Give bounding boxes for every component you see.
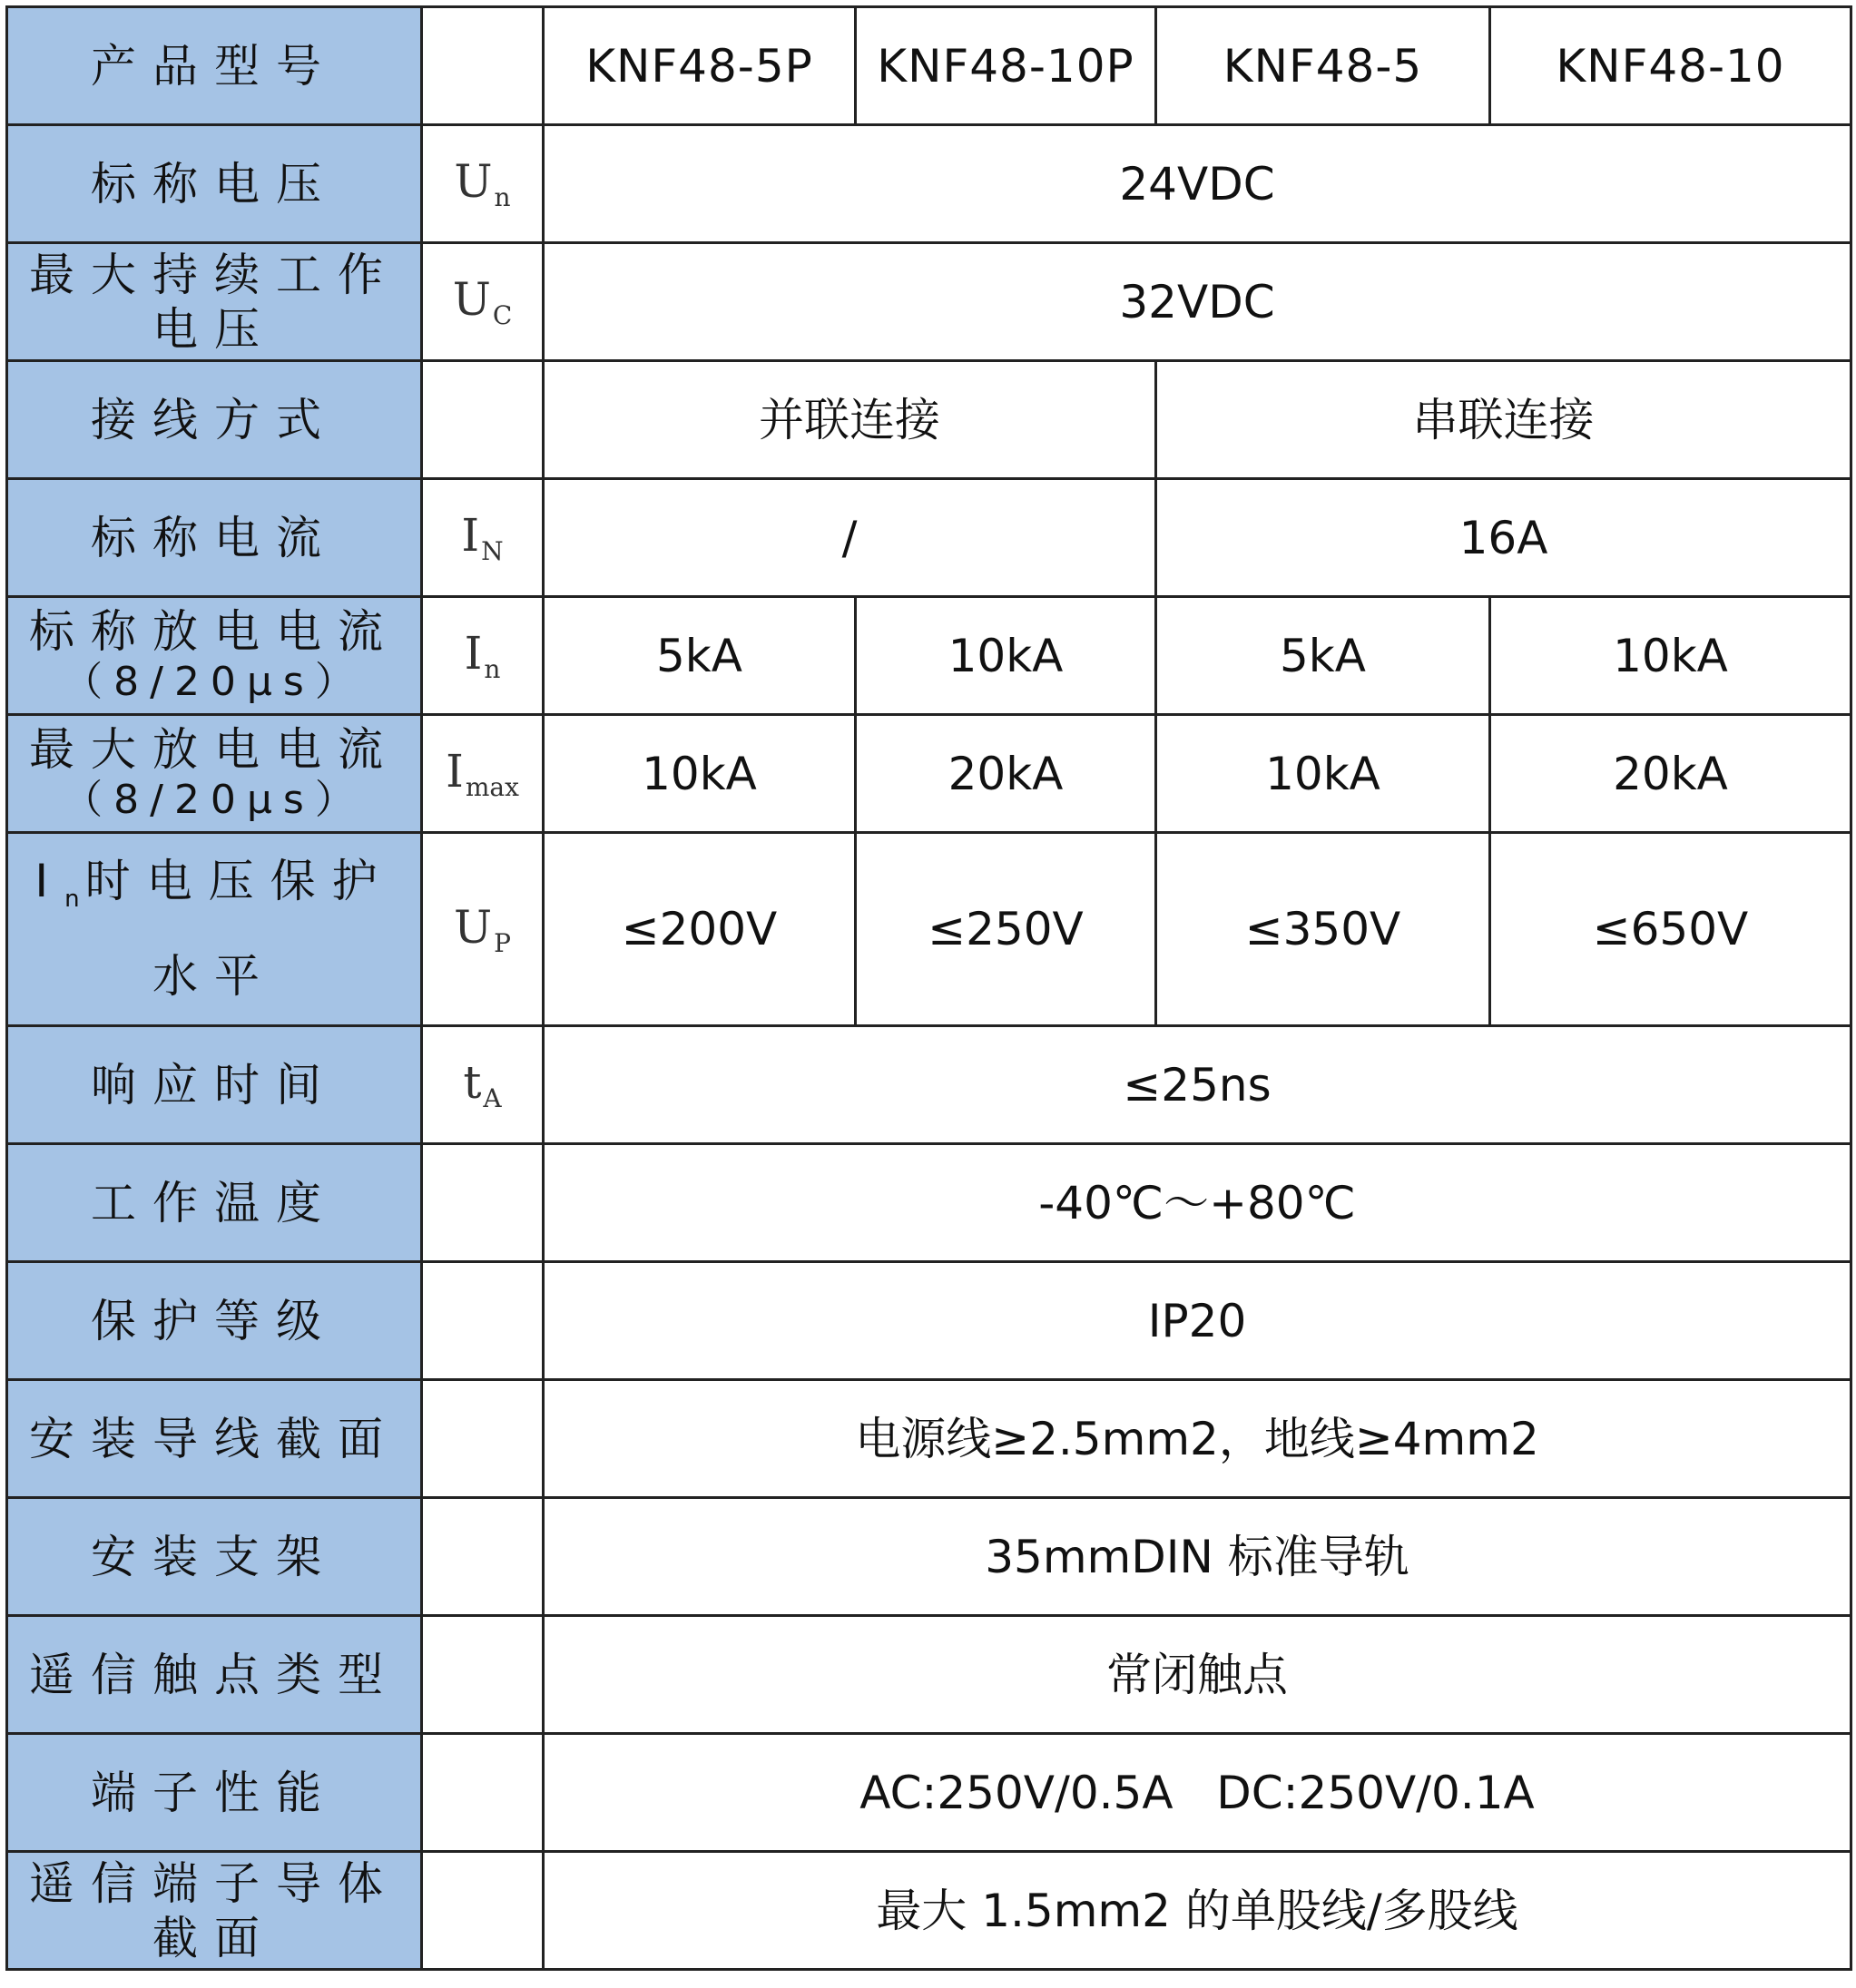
symbol-empty (422, 7, 544, 125)
value-response-time: ≤25ns (544, 1026, 1851, 1144)
value-protection-level-knf48-5: ≤350V (1156, 833, 1490, 1026)
value-protection-class: IP20 (544, 1262, 1851, 1380)
label-nominal-discharge (7, 597, 422, 715)
value-remote-contact-type: 常闭触点 (544, 1616, 1851, 1734)
symbol-in-rated-base: I (461, 509, 480, 563)
symbol-in-rated-sub: N (481, 536, 504, 567)
label-wiring: 接线方式 (7, 361, 422, 479)
symbol-un (422, 125, 544, 243)
model-knf48-10: KNF48-10 (1490, 7, 1851, 125)
row-response-time (7, 1026, 1851, 1144)
label-max-cont-voltage-line1: 最大持续工作 (29, 248, 399, 301)
value-rated-current-parallel: / (544, 479, 1156, 597)
label-rated-voltage: 标称电压 (7, 125, 422, 243)
symbol-empty (422, 1262, 544, 1380)
value-max-discharge-knf48-10p: 20kA (856, 715, 1156, 833)
label-remote-terminal-section-line2: 截面 (152, 1911, 276, 1964)
value-mounting: 35mmDIN 标准导轨 (544, 1498, 1851, 1616)
symbol-up-base: U (454, 900, 493, 954)
value-wiring-parallel: 并联连接 (544, 361, 1156, 479)
symbol-empty (422, 1616, 544, 1734)
symbol-empty (422, 1734, 544, 1852)
value-max-discharge-knf48-5p: 10kA (544, 715, 856, 833)
symbol-empty (422, 1498, 544, 1616)
symbol-uc (422, 243, 544, 361)
label-max-cont-voltage (7, 243, 422, 361)
symbol-empty (422, 1380, 544, 1498)
model-knf48-5: KNF48-5 (1156, 7, 1490, 125)
symbol-ta-sub: A (483, 1083, 502, 1114)
row-wiring (7, 361, 1851, 479)
symbol-in-sub: n (484, 654, 501, 685)
value-wire-section: 电源线≥2.5mm2，地线≥4mm2 (544, 1380, 1851, 1498)
value-wiring-series: 串联连接 (1156, 361, 1851, 479)
value-max-discharge-knf48-10: 20kA (1490, 715, 1851, 833)
label-wire-section: 安装导线截面 (7, 1380, 422, 1498)
row-protection-level (7, 833, 1851, 1026)
label-protection-class: 保护等级 (7, 1262, 422, 1380)
value-rated-voltage: 24VDC (544, 125, 1851, 243)
symbol-in-rated (422, 479, 544, 597)
symbol-up-sub: P (494, 927, 511, 958)
row-rated-voltage (7, 125, 1851, 243)
label-protection-level-symbol: I (34, 855, 65, 907)
symbol-empty (422, 1852, 544, 1970)
label-max-discharge-line2: （8/20μs） (63, 777, 366, 823)
label-protection-level (7, 833, 422, 1026)
value-rated-current-series: 16A (1156, 479, 1851, 597)
value-remote-terminal-section: 最大 1.5mm2 的单股线/多股线 (544, 1852, 1851, 1970)
label-terminal-performance: 端子性能 (7, 1734, 422, 1852)
row-max-cont-voltage (7, 243, 1851, 361)
spec-table (5, 5, 1852, 1971)
row-model (7, 7, 1851, 125)
row-terminal-performance (7, 1734, 1851, 1852)
value-nominal-discharge-knf48-10p: 10kA (856, 597, 1156, 715)
symbol-un-sub: n (494, 182, 511, 213)
row-wire-section (7, 1380, 1851, 1498)
symbol-empty (422, 361, 544, 479)
label-max-cont-voltage-line2: 电压 (152, 302, 276, 356)
value-max-cont-voltage: 32VDC (544, 243, 1851, 361)
symbol-ta-base: t (463, 1056, 482, 1110)
value-nominal-discharge-knf48-5: 5kA (1156, 597, 1490, 715)
row-remote-contact-type (7, 1616, 1851, 1734)
symbol-in-base: I (464, 627, 483, 681)
label-rated-current: 标称电流 (7, 479, 422, 597)
label-max-discharge (7, 715, 422, 833)
symbol-uc-base: U (452, 273, 491, 327)
label-remote-terminal-section (7, 1852, 422, 1970)
value-terminal-performance: AC:250V/0.5A DC:250V/0.1A (544, 1734, 1851, 1852)
symbol-in (422, 597, 544, 715)
label-remote-contact-type: 遥信触点类型 (7, 1616, 422, 1734)
label-max-discharge-line1: 最大放电电流 (29, 723, 399, 776)
value-nominal-discharge-knf48-10: 10kA (1490, 597, 1851, 715)
symbol-un-base: U (454, 155, 493, 209)
label-protection-level-symbol-sub: n (64, 886, 85, 913)
label-remote-terminal-section-line1: 遥信端子导体 (29, 1856, 399, 1910)
label-model: 产品型号 (7, 7, 422, 125)
label-response-time: 响应时间 (7, 1026, 422, 1144)
symbol-uc-sub: C (492, 300, 513, 331)
row-protection-class (7, 1262, 1851, 1380)
spec-sheet (5, 5, 1852, 1971)
symbol-imax-base: I (446, 745, 464, 798)
label-mounting: 安装支架 (7, 1498, 422, 1616)
value-protection-level-knf48-10p: ≤250V (856, 833, 1156, 1026)
symbol-imax-sub: max (465, 772, 519, 803)
model-knf48-10p: KNF48-10P (856, 7, 1156, 125)
row-mounting (7, 1498, 1851, 1616)
symbol-empty (422, 1144, 544, 1262)
label-nominal-discharge-line1: 标称放电电流 (29, 605, 399, 658)
symbol-ta (422, 1026, 544, 1144)
label-operating-temp: 工作温度 (7, 1144, 422, 1262)
row-max-discharge (7, 715, 1851, 833)
value-max-discharge-knf48-5: 10kA (1156, 715, 1490, 833)
row-operating-temp (7, 1144, 1851, 1262)
value-protection-level-knf48-10: ≤650V (1490, 833, 1851, 1026)
value-protection-level-knf48-5p: ≤200V (544, 833, 856, 1026)
value-operating-temp: -40℃～+80℃ (544, 1144, 1851, 1262)
label-nominal-discharge-line2: （8/20μs） (63, 659, 366, 705)
row-rated-current (7, 479, 1851, 597)
symbol-imax (422, 715, 544, 833)
row-remote-terminal-section (7, 1852, 1851, 1970)
symbol-up (422, 833, 544, 1026)
model-knf48-5p: KNF48-5P (544, 7, 856, 125)
label-protection-level-line2: 水平 (152, 950, 276, 1003)
row-nominal-discharge (7, 597, 1851, 715)
label-protection-level-line1: 时电压保护 (84, 855, 394, 907)
value-nominal-discharge-knf48-5p: 5kA (544, 597, 856, 715)
